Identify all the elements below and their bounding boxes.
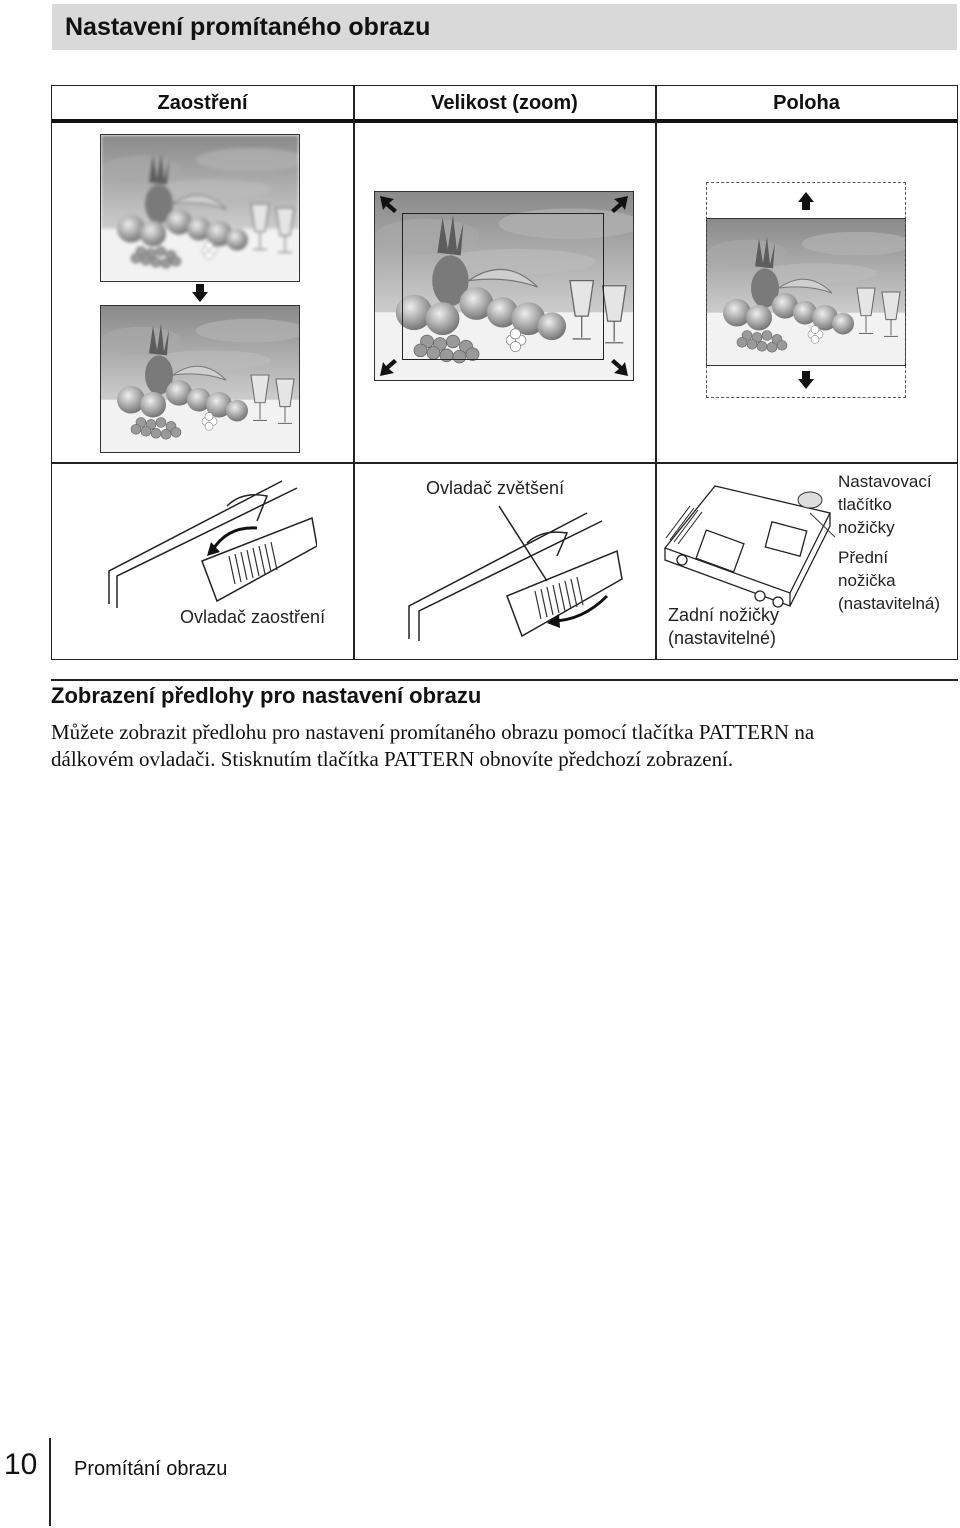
- position-range-frame: [706, 182, 906, 398]
- section-body-line1: Můžete zobrazit předlohu pro nastavení promítaného obrazu pomocí tlačítka PATTERN na: [51, 720, 815, 744]
- page-number: 10: [4, 1448, 38, 1481]
- blurred-image: [100, 134, 300, 282]
- column-divider: [353, 86, 355, 659]
- zoom-arrows-icon: [374, 191, 634, 381]
- front-foot-label-line2: nožička: [838, 571, 896, 590]
- zoom-dial-label: Ovladač zvětšení: [426, 478, 565, 498]
- adjust-button-label-line1: Nastavovací: [838, 472, 932, 491]
- column-header-position: Poloha: [773, 91, 840, 114]
- arrow-up-icon: [798, 192, 814, 210]
- rear-feet-label-line2: (nastavitelné): [668, 628, 777, 648]
- front-foot-label-line1: Přední: [838, 548, 889, 567]
- page-title-bar: [52, 4, 957, 50]
- column-divider: [655, 86, 657, 659]
- focus-dial-illustration: [107, 476, 317, 616]
- section-title: Zobrazení předlohy pro nastavení obrazu: [51, 683, 482, 708]
- rear-feet-label-line1: Zadní nožičky: [668, 605, 780, 625]
- zoom-dial-illustration: [407, 501, 637, 641]
- section-body: [51, 719, 951, 773]
- front-foot-label-line3: (nastavitelná): [838, 594, 941, 613]
- adjust-button-label-line2: tlačítko: [838, 495, 892, 514]
- arrow-down-icon: [192, 284, 208, 302]
- footer-chapter-label: Promítání obrazu: [74, 1458, 228, 1480]
- section-rule: [51, 679, 958, 681]
- column-header-focus: Zaostření: [157, 91, 248, 114]
- column-header-zoom: Velikost (zoom): [431, 91, 578, 114]
- row-divider: [52, 462, 957, 464]
- page-title: Nastavení promítaného obrazu: [65, 13, 431, 41]
- projector-illustration: [660, 478, 835, 608]
- focused-image: [100, 305, 300, 453]
- adjustment-table: [51, 85, 958, 660]
- focus-dial-label: Ovladač zaostření: [180, 607, 326, 627]
- footer-rule: [49, 1438, 51, 1526]
- header-rule: [52, 119, 957, 123]
- arrow-down-icon: [798, 371, 814, 389]
- section-body-line2: dálkovém ovladači. Stisknutím tlačítka PATTERN obnovíte předchozí zobrazení.: [51, 747, 734, 771]
- adjust-button-label-line3: nožičky: [838, 518, 895, 537]
